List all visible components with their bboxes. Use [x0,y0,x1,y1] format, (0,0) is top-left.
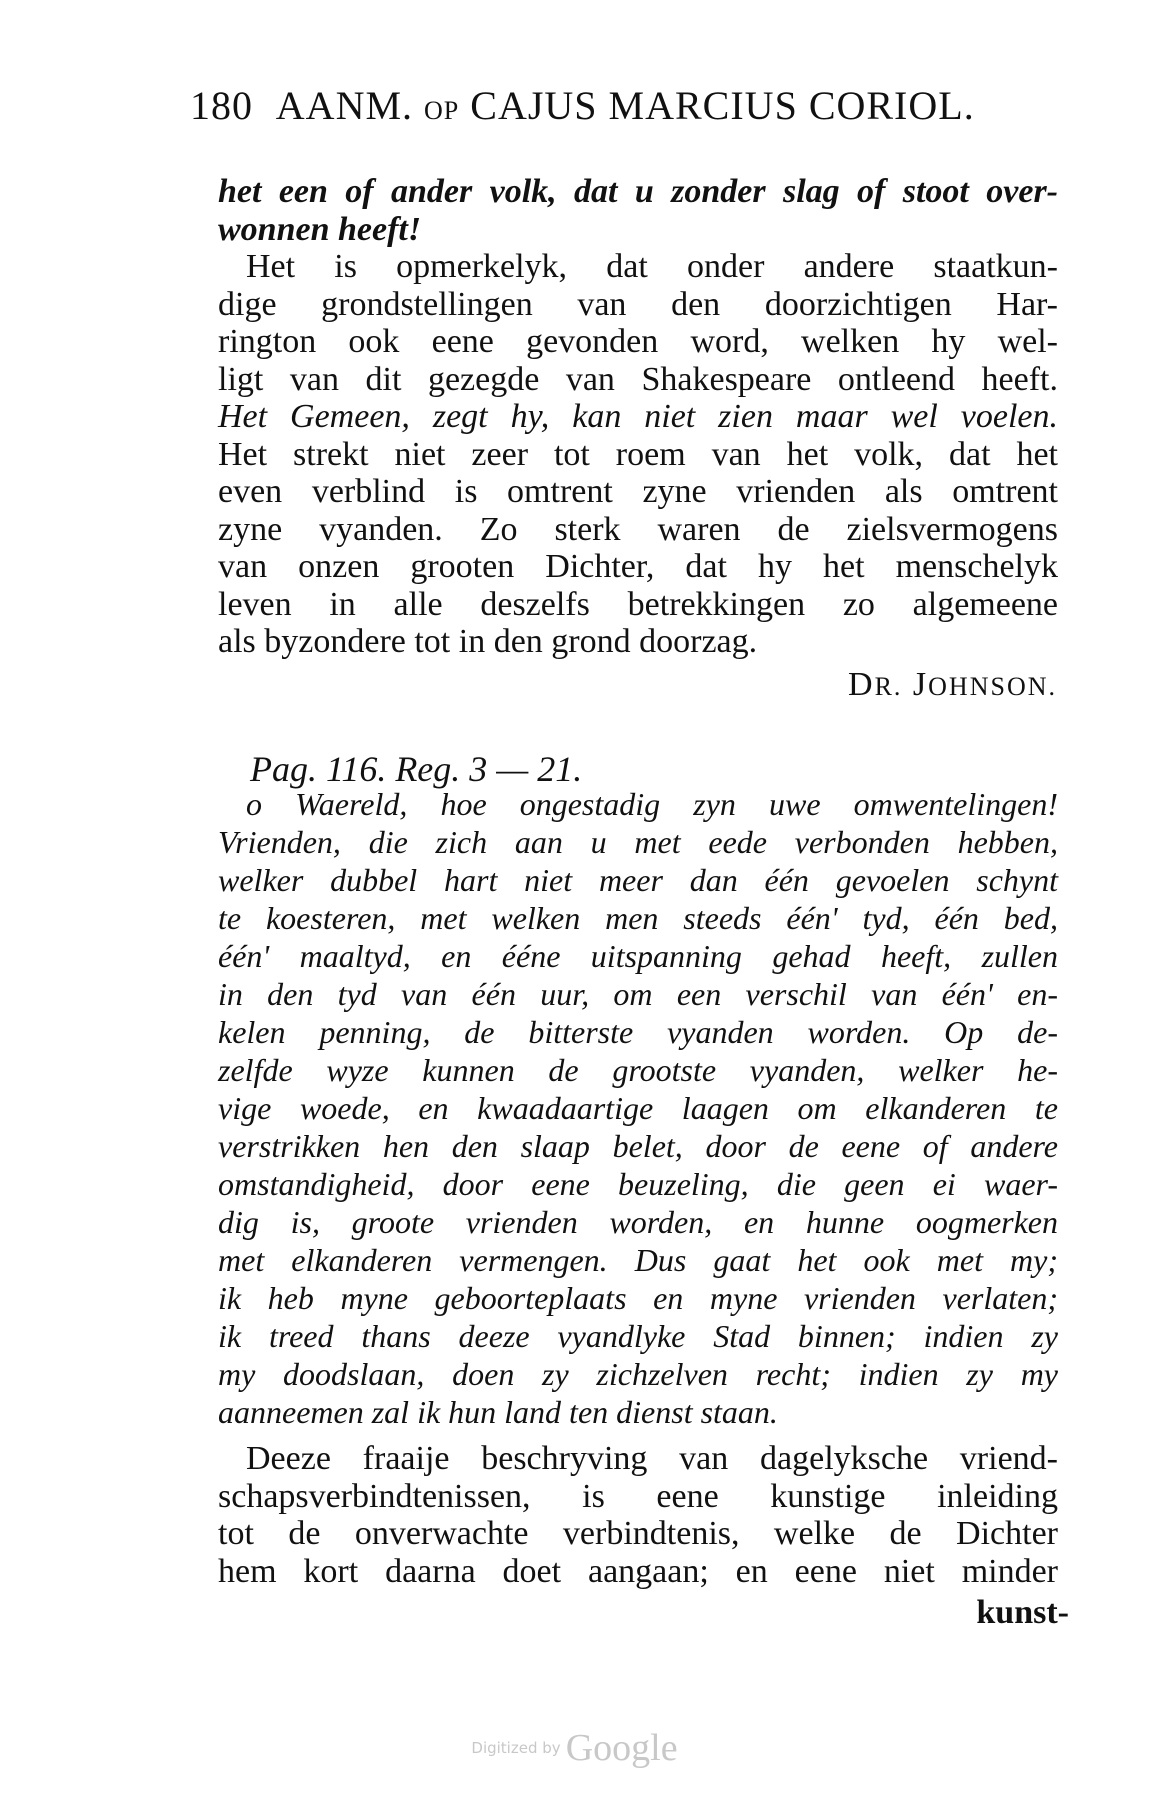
text-line: in den tyd van één uur, om een verschil van één' en- [218,976,1058,1012]
commentary-paragraph-2 [218,1440,1058,1590]
text-line: als byzondere tot in den grond doorzag. [218,623,758,660]
text-line: één' maaltyd, en ééne uitspanning gehad heeft, zullen [218,938,1058,974]
text-line: my doodslaan, doen zy zichzelven recht; indien zy my [218,1356,1058,1392]
text-line: van onzen grooten Dichter, dat hy het menschelyk [218,548,1058,585]
page-number: 180 [190,83,253,128]
text-line: te koesteren, met welken men steeds één' tyd, één bed, [218,900,1058,936]
catchword: kunst- [976,1594,1069,1631]
running-header [190,82,1070,129]
text-line: even verblind is omtrent zyne vrienden als omtrent [218,473,1058,510]
header-title-pre: AANM. [275,83,414,128]
text-line: welker dubbel hart niet meer dan één gevoelen schynt [218,862,1058,898]
text-line: ik treed thans deeze vyandlyke Stad binnen; indien zy [218,1318,1058,1354]
text-line: Het is opmerkelyk, dat onder andere staatkun- [246,248,1058,285]
text-line: ligt van dit gezegde van Shakespeare ontleend heeft. [218,360,1058,398]
sig-r: R. [874,672,903,701]
text-line: dig is, groote vrienden worden, en hunne oogmerken [218,1204,1058,1240]
text-line: Deeze fraaije beschryving van dagelyksche vriend- [246,1440,1058,1477]
digitized-watermark [0,1726,1149,1770]
text-line: vige woede, en kwaadaartige laagen om elkanderen te [218,1090,1058,1126]
signature-johnson [848,666,1057,704]
text-line: aanneemen zal ik hun land ten dienst staan. [218,1394,778,1430]
text-line: zyne vyanden. Zo sterk waren de zielsvermogens [218,510,1058,548]
text-line: zelfde wyze kunnen de grootste vyanden, welker he- [218,1052,1058,1088]
header-title-post: CAJUS MARCIUS CORIOL. [470,83,975,128]
text-line: Het Gemeen, zegt hy, kan niet zien maar wel voelen. [218,398,1058,435]
text-line: leven in alle deszelfs betrekkingen zo algemeene [218,585,1058,623]
commentary-paragraph [218,248,1058,661]
text-line: omstandigheid, door eene beuzeling, die geen ei waer- [218,1166,1058,1202]
text-line: tot de onverwachte verbindtenis, welke de Dichter [218,1515,1058,1552]
text-line: ik heb myne geboorteplaats en myne vrienden verlaten; [218,1280,1058,1316]
text-line: schapsverbindtenissen, is eene kunstige inleiding [218,1477,1058,1515]
text-line: met elkanderen vermengen. Dus gaat het ook met my; [218,1242,1058,1278]
text-line: hem kort daarna doet aangaan; en eene niet minder [218,1552,1058,1590]
continued-quote [218,173,1058,248]
text-line: kelen penning, de bitterste vyanden worden. Op de- [218,1014,1058,1050]
digitized-by-label: Digitized by [471,1739,561,1757]
text-line: Het strekt niet zeer tot roem van het volk, dat het [218,435,1058,473]
sig-rest: OHNSON. [928,672,1057,701]
sig-j: J [912,666,929,703]
text-line: dige grondstellingen van den doorzichtigen Har- [218,285,1058,323]
text-line: wonnen heeft! [218,210,422,248]
quoted-passage [218,785,1058,1431]
text-line: o Waereld, hoe ongestadig zyn uwe omwentelingen! [246,786,1058,822]
text-line: rington ook eene gevonden word, welken hy wel- [218,323,1058,360]
text-line: het een of ander volk, dat u zonder slag of stoot over- [218,173,1058,210]
text-line: Vrienden, die zich aan u met eede verbonden hebben, [218,824,1058,860]
text-line: verstrikken hen den slaap belet, door de eene of andere [218,1128,1058,1164]
sig-d: D [848,666,875,703]
header-title-small: OP [424,96,460,125]
page-reference: Pag. 116. Reg. 3 — 21. [250,749,583,789]
google-logo: Google [565,1727,678,1769]
